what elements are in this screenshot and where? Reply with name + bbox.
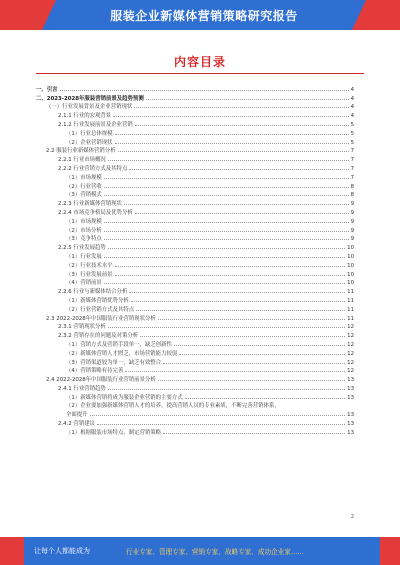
footer-slogan-roles: 行业专家、管理专家、营销专家、战略专家、成功企业家…… bbox=[126, 548, 305, 556]
toc-leader-dots bbox=[108, 248, 345, 249]
toc-leader-dots bbox=[158, 380, 345, 381]
toc-entry-page: 9 bbox=[350, 218, 354, 225]
toc-leader-dots bbox=[140, 336, 345, 337]
footer-accent-left bbox=[0, 537, 24, 565]
toc-entry-page: 11 bbox=[347, 289, 354, 296]
toc-entry-text: （3）营销渠道较为单一，缺乏有效整合 bbox=[66, 359, 162, 366]
header-accent-right bbox=[366, 0, 400, 30]
toc-entry[interactable] bbox=[36, 348, 354, 357]
toc-entry[interactable] bbox=[36, 427, 354, 436]
toc-entry-text: 2.2 服装行业新媒体营销分析 bbox=[46, 148, 116, 155]
toc-entry[interactable] bbox=[36, 137, 354, 146]
toc-entry[interactable] bbox=[36, 278, 354, 287]
toc-leader-dots bbox=[158, 319, 345, 320]
report-title: 服装企业新媒体营销策略研究报告 bbox=[110, 9, 298, 23]
footer-slogan-lead: 让每个人都能成为 bbox=[34, 547, 90, 555]
toc-entry[interactable] bbox=[36, 251, 354, 260]
toc-leader-dots bbox=[104, 283, 345, 284]
toc-leader-dots bbox=[146, 99, 349, 100]
toc-entry-page: 7 bbox=[350, 174, 354, 181]
toc-entry-text: （1）新媒体营销将成为服装企业营销的主要方式 bbox=[66, 394, 183, 401]
toc-entry[interactable] bbox=[36, 146, 354, 155]
toc-entry-text: 2.4.2 营销建议 bbox=[58, 421, 95, 428]
toc-entry-text: 全面提升 bbox=[66, 412, 88, 419]
toc-entry[interactable] bbox=[36, 172, 354, 181]
toc-leader-dots bbox=[115, 266, 346, 267]
toc-entry-text: 2.3.1 营销现状分析 bbox=[58, 324, 106, 331]
toc-leader-dots bbox=[179, 354, 345, 355]
toc-entry-page: 10 bbox=[347, 245, 354, 252]
toc-entry-page: 10 bbox=[347, 280, 354, 287]
toc-entry[interactable] bbox=[36, 295, 354, 304]
toc-entry[interactable] bbox=[36, 84, 354, 93]
toc-entry-page: 5 bbox=[350, 130, 354, 137]
toc-entry-text: 2.4.1 行业营销趋势 bbox=[58, 385, 106, 392]
toc-entry-text: （一）行业发展背景及企业营销现状 bbox=[46, 104, 133, 111]
toc-entry-page: 8 bbox=[350, 183, 354, 190]
toc-leader-dots bbox=[129, 169, 348, 170]
toc-leader-dots bbox=[108, 389, 345, 390]
toc-entry-text: （1）根据服装市场特点，制定营销策略 bbox=[66, 429, 162, 436]
toc-entry[interactable] bbox=[36, 163, 354, 172]
toc-entry-text: （4）营销策略有待完善 bbox=[66, 368, 124, 375]
toc-entry-page: 4 bbox=[350, 104, 354, 111]
toc-leader-dots bbox=[163, 433, 345, 434]
toc-leader-dots bbox=[129, 292, 345, 293]
toc-entry[interactable] bbox=[36, 216, 354, 225]
toc-entry-page: 13 bbox=[347, 377, 354, 384]
toc-entry-page: 9 bbox=[350, 201, 354, 208]
toc-leader-dots bbox=[135, 213, 349, 214]
toc-entry-page: 8 bbox=[350, 192, 354, 199]
toc-entry-text: （4）营销前景 bbox=[66, 280, 102, 287]
toc-entry-text: （2）企业要加强新媒体营销人才的培养，提高营销人员的专业素质，不断完善营销体系， bbox=[66, 403, 280, 410]
toc-leader-dots bbox=[136, 310, 345, 311]
toc-entry-page: 4 bbox=[350, 113, 354, 120]
toc-entry[interactable] bbox=[36, 339, 354, 348]
toc-entry-text: 2.4 2022-2028年中国服装行业营销前景分析 bbox=[46, 377, 156, 384]
toc-entry[interactable] bbox=[36, 110, 354, 119]
toc-leader-dots bbox=[97, 424, 345, 425]
toc-leader-dots bbox=[163, 363, 345, 364]
toc-entry[interactable] bbox=[36, 357, 354, 366]
toc-entry-page: 10 bbox=[347, 262, 354, 269]
toc-entry[interactable] bbox=[36, 418, 354, 427]
toc-entry-text: 2.2.1 行业市场概况 bbox=[58, 157, 106, 164]
toc-entry[interactable] bbox=[36, 102, 354, 111]
toc-entry[interactable] bbox=[36, 383, 354, 392]
toc-entry[interactable] bbox=[36, 366, 354, 375]
toc-entry-page: 12 bbox=[347, 359, 354, 366]
toc-entry-text: （2）行业技术水平 bbox=[66, 262, 113, 269]
toc-leader-dots bbox=[185, 398, 346, 399]
toc-entry-text: （1）行业发展 bbox=[66, 253, 102, 260]
toc-entry-page: 7 bbox=[350, 165, 354, 172]
toc-entry-text: （1）市场规模 bbox=[66, 218, 102, 225]
toc-entry[interactable] bbox=[36, 181, 354, 190]
toc-entry[interactable] bbox=[36, 207, 354, 216]
toc-entry-text: 2.2.4 市场竞争格局及优势分析 bbox=[58, 209, 133, 216]
toc-entry-text: 2.3.2 营销存在的问题及对策分析 bbox=[58, 333, 139, 340]
toc-leader-dots bbox=[108, 327, 345, 328]
toc-entry-text: （2）新媒体营销人才匮乏，市场营销能力较弱 bbox=[66, 350, 178, 357]
toc-entry-text: （1）营销方式及营销手段单一，缺乏创新性 bbox=[66, 341, 172, 348]
toc-entry-page: 12 bbox=[347, 324, 354, 331]
toc-entry[interactable] bbox=[36, 234, 354, 243]
toc-leader-dots bbox=[115, 134, 349, 135]
toc-entry[interactable] bbox=[36, 93, 354, 102]
header-banner bbox=[0, 0, 400, 30]
toc-entry[interactable] bbox=[36, 330, 354, 339]
toc-entry-page: 9 bbox=[350, 209, 354, 216]
toc-leader-dots bbox=[174, 345, 345, 346]
toc-entry-text: 2.2.6 行业与新媒体结合分析 bbox=[58, 289, 128, 296]
toc-entry[interactable] bbox=[36, 190, 354, 199]
toc-entry[interactable] bbox=[36, 304, 354, 313]
toc-entry-page: 12 bbox=[347, 350, 354, 357]
toc-entry-page: 11 bbox=[347, 306, 354, 313]
toc-entry-text: 2.1.1 行业的宏观背景 bbox=[58, 113, 112, 120]
toc-entry-page: 12 bbox=[347, 368, 354, 375]
toc-divider bbox=[36, 73, 364, 74]
toc-entry-page: 12 bbox=[347, 341, 354, 348]
toc-entry-text: 一、引言 bbox=[36, 86, 58, 93]
toc-entry-page: 9 bbox=[350, 227, 354, 234]
toc-entry-text: （3）营销模式 bbox=[66, 192, 102, 199]
toc-entry[interactable] bbox=[36, 286, 354, 295]
toc-entry[interactable] bbox=[36, 392, 354, 401]
toc-entry[interactable] bbox=[36, 401, 354, 410]
toc-leader-dots bbox=[125, 371, 345, 372]
toc-leader-dots bbox=[118, 151, 349, 152]
toc-leader-dots bbox=[108, 160, 349, 161]
toc-entry[interactable] bbox=[36, 409, 354, 418]
toc-entry[interactable] bbox=[36, 322, 354, 331]
toc-leader-dots bbox=[115, 143, 349, 144]
toc-leader-dots bbox=[104, 231, 349, 232]
toc-entry-page: 11 bbox=[347, 297, 354, 304]
header-accent-left bbox=[0, 0, 42, 30]
toc-entry-text: 2.3 2022-2028年中国服装行业营销现状分析 bbox=[46, 315, 156, 322]
toc-entry-page: 12 bbox=[347, 333, 354, 340]
toc-entry-page: 7 bbox=[350, 148, 354, 155]
toc-entry-page: 11 bbox=[347, 315, 354, 322]
toc-entry-page: 13 bbox=[347, 394, 354, 401]
toc-leader-dots bbox=[115, 275, 346, 276]
toc-entry-text: 2.2.3 行业新媒体营销现状 bbox=[58, 201, 122, 208]
toc-leader-dots bbox=[134, 107, 348, 108]
toc-entry-text: （3）竞争特点 bbox=[66, 236, 102, 243]
toc-entry-text: （2）行业营销方式及其特点 bbox=[66, 306, 135, 313]
toc-entry[interactable] bbox=[36, 128, 354, 137]
toc-entry-text: （1）市场规模 bbox=[66, 174, 102, 181]
toc-entry-page: 13 bbox=[347, 429, 354, 436]
toc-entry[interactable] bbox=[36, 154, 354, 163]
toc-leader-dots bbox=[104, 222, 349, 223]
toc-leader-dots bbox=[104, 178, 349, 179]
toc-entry-text: （2）行业营收 bbox=[66, 183, 102, 190]
toc-entry-text: 二、2023-2028年服装营销前景及趋势预测 bbox=[36, 95, 144, 102]
toc-entry-text: 2.2.5 行业发展趋势 bbox=[58, 245, 106, 252]
toc-entry-text: 2.1.2 行业发展前景及企业营销 bbox=[58, 121, 133, 128]
toc-leader-dots bbox=[131, 301, 345, 302]
toc-leader-dots bbox=[104, 257, 345, 258]
toc-entry[interactable] bbox=[36, 198, 354, 207]
toc-entry[interactable] bbox=[36, 374, 354, 383]
toc-entry-text: （3）行业发展前景 bbox=[66, 271, 113, 278]
toc-entry-page: 10 bbox=[347, 271, 354, 278]
toc-entry-page: 10 bbox=[347, 253, 354, 260]
toc-leader-dots bbox=[60, 90, 349, 91]
toc-entry-page: 4 bbox=[350, 86, 354, 93]
toc-entry-page: 13 bbox=[347, 421, 354, 428]
toc-entry[interactable] bbox=[36, 242, 354, 251]
toc-entry-text: （1）新媒体营销优势分析 bbox=[66, 297, 129, 304]
toc-entry-page: 5 bbox=[350, 121, 354, 128]
toc-leader-dots bbox=[104, 195, 349, 196]
footer-banner bbox=[0, 537, 400, 565]
toc-entry-page: 13 bbox=[347, 412, 354, 419]
toc-entry[interactable] bbox=[36, 269, 354, 278]
toc-entry-page: 4 bbox=[350, 95, 354, 102]
footer-accent-right bbox=[380, 537, 400, 565]
toc-entry-text: （2）市场分析 bbox=[66, 227, 102, 234]
toc-entry-text: 2.2.2 行业营销方式及其特点 bbox=[58, 165, 128, 172]
toc-heading: 内容目录 bbox=[173, 55, 226, 69]
toc-leader-dots bbox=[124, 204, 349, 205]
toc-entry-page: 5 bbox=[350, 139, 354, 146]
toc-leader-dots bbox=[104, 239, 349, 240]
toc-entry[interactable] bbox=[36, 225, 354, 234]
toc-leader-dots bbox=[90, 415, 346, 416]
toc-entry[interactable] bbox=[36, 119, 354, 128]
toc-entry-page: 9 bbox=[350, 236, 354, 243]
table-of-contents bbox=[36, 84, 354, 436]
page-number: 2 bbox=[350, 514, 354, 520]
toc-entry-page: 7 bbox=[350, 157, 354, 164]
toc-entry-page: 13 bbox=[347, 385, 354, 392]
toc-leader-dots bbox=[113, 116, 348, 117]
toc-entry[interactable] bbox=[36, 313, 354, 322]
toc-entry[interactable] bbox=[36, 260, 354, 269]
toc-entry-text: （1）行业总体规模 bbox=[66, 130, 113, 137]
toc-leader-dots bbox=[104, 187, 349, 188]
toc-leader-dots bbox=[135, 125, 349, 126]
toc-entry-text: （2）企业营销现状 bbox=[66, 139, 113, 146]
